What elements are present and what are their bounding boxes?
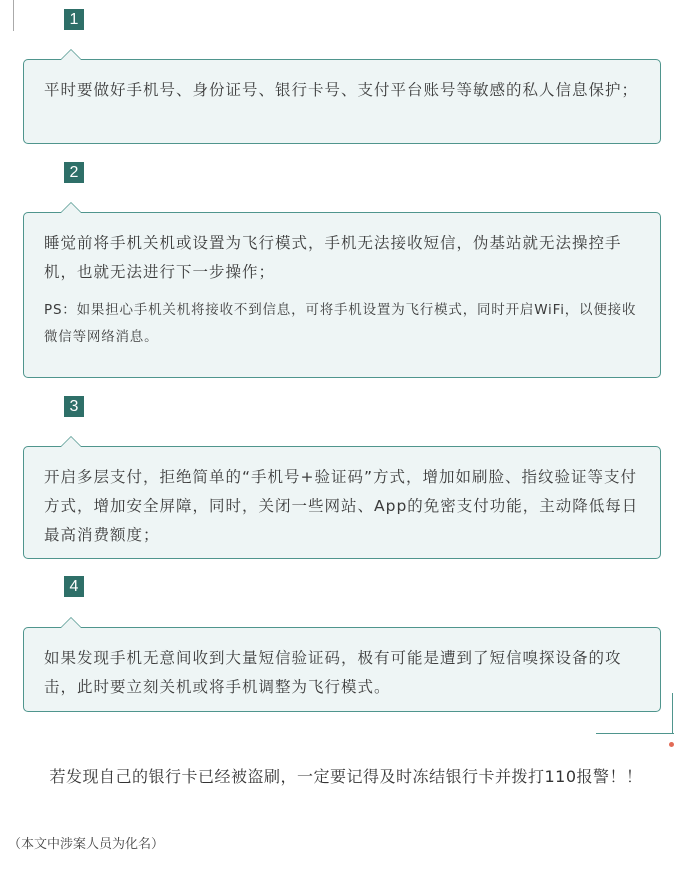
decorative-corner-line: [596, 733, 674, 734]
tip-card-2: [23, 212, 661, 378]
footnote: （本文中涉案人员为化名）: [8, 837, 165, 852]
step-number-badge: 4: [64, 576, 84, 597]
decorative-dot: [669, 742, 674, 747]
tip-text: 睡觉前将手机关机或设置为飞行模式，手机无法接收短信，伪基站就无法操控手机，也就无法进行下一步操作；: [44, 234, 622, 281]
step-number-badge: 2: [64, 162, 84, 183]
top-left-rule: [13, 0, 14, 31]
tip-note: PS：如果担心手机关机将接收不到信息，可将手机设置为飞行模式，同时开启WiFi，以便接收微信等网络消息。: [44, 302, 637, 345]
step-number-badge: 1: [64, 9, 84, 30]
tip-text: 平时要做好手机号、身份证号、银行卡号、支付平台账号等敏感的私人信息保护；: [44, 81, 639, 99]
tip-text: 开启多层支付，拒绝简单的“手机号+验证码”方式，增加如刷脸、指纹验证等支付方式，增加安全屏障，同时，关闭一些网站、App的免密支付功能，主动降低每日最高消费额度；: [44, 468, 639, 544]
alert-message: 若发现自己的银行卡已经被盗刷，一定要记得及时冻结银行卡并拨打110报警！！: [49, 767, 643, 786]
tip-text: 如果发现手机无意间收到大量短信验证码，极有可能是遭到了短信嗅探设备的攻击，此时要立刻关机或将手机调整为飞行模式。: [44, 649, 622, 696]
decorative-corner-line: [672, 693, 673, 733]
tip-card-3: [23, 446, 661, 559]
tip-card-1: [23, 59, 661, 144]
tip-card-4: [23, 627, 661, 712]
step-number-badge: 3: [64, 396, 84, 417]
